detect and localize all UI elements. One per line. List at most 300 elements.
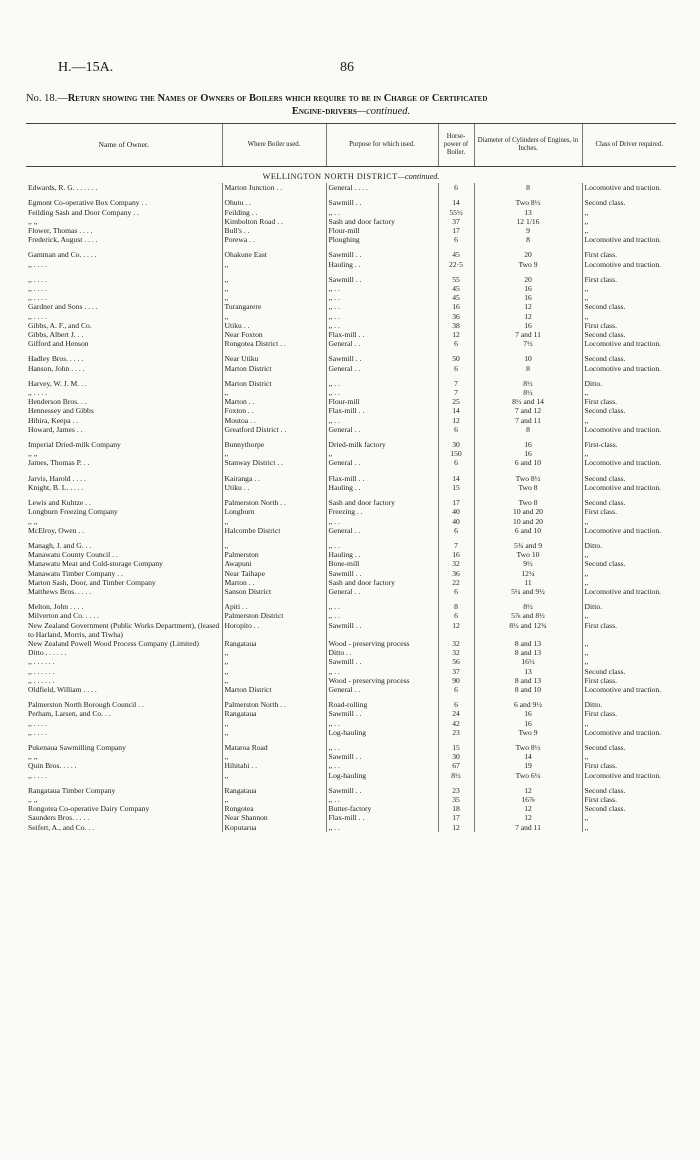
table-row xyxy=(26,823,676,832)
purpose-cell: ,, . . xyxy=(326,302,438,311)
diameter-cell: 8½ and 14 xyxy=(474,397,582,406)
purpose-cell: General . . xyxy=(326,458,438,467)
table-row xyxy=(26,354,676,363)
owner-cell: ,, . . . . . . xyxy=(28,666,55,676)
class-cell: ,, xyxy=(582,648,676,657)
purpose-cell: ,, xyxy=(326,449,438,458)
where-cell: Kimbolton Road . . xyxy=(222,217,326,226)
diameter-cell: Two 10 xyxy=(474,550,582,559)
class-cell: Second class. xyxy=(582,198,676,207)
owner-cell: Jarvis, Harold . . . . xyxy=(28,473,86,483)
class-cell: ,, xyxy=(582,449,676,458)
class-cell: Locomotive and traction. xyxy=(582,260,676,269)
purpose-cell: Hauling . . xyxy=(326,260,438,269)
purpose-cell: Sawmill . . xyxy=(326,250,438,259)
owner-cell: ,, . . . . xyxy=(28,718,47,728)
diameter-cell: 12 xyxy=(474,804,582,813)
owner-cell: Feilding Sash and Door Company . . xyxy=(28,207,139,217)
diameter-cell: 8 xyxy=(474,364,582,373)
where-cell: Palmerston xyxy=(222,550,326,559)
purpose-cell: Log-hauling xyxy=(326,728,438,737)
horse-power-cell: 6 xyxy=(438,339,474,348)
purpose-cell: Sawmill . . xyxy=(326,752,438,761)
diameter-cell: 12 xyxy=(474,312,582,321)
owner-cell: ,, . . . . xyxy=(28,770,47,780)
table-row xyxy=(26,330,676,339)
horse-power-cell: 24 xyxy=(438,709,474,718)
owner-cell: Gardner and Sons . . . . xyxy=(28,302,98,312)
table-row xyxy=(26,541,676,550)
purpose-cell: Flax-mill . . xyxy=(326,474,438,483)
diameter-cell: 9 xyxy=(474,226,582,235)
class-cell: Second class. xyxy=(582,354,676,363)
purpose-cell: ,, . . xyxy=(326,602,438,611)
horse-power-cell: 16 xyxy=(438,302,474,311)
table-row xyxy=(26,339,676,348)
owner-cell: Frederick, August . . . . xyxy=(28,235,98,245)
table-row xyxy=(26,483,676,492)
diameter-cell: 16⅞ xyxy=(474,795,582,804)
district-heading xyxy=(26,167,676,184)
diameter-cell: 12¼ xyxy=(474,569,582,578)
class-cell: Second class. xyxy=(582,743,676,752)
owner-cell: Flower, Thomas . . . . xyxy=(28,226,93,236)
class-cell: ,, xyxy=(582,550,676,559)
owner-cell: Gamman and Co. . . . . xyxy=(28,250,97,260)
table-row xyxy=(26,449,676,458)
table-row xyxy=(26,379,676,388)
table-row xyxy=(26,284,676,293)
where-cell: Bull's . . xyxy=(222,226,326,235)
col-header-horse-power: Horse-power of Boiler. xyxy=(438,124,474,167)
diameter-cell: Two 8½ xyxy=(474,198,582,207)
purpose-cell: Sash and door factory xyxy=(326,498,438,507)
purpose-cell: ,, . . xyxy=(326,795,438,804)
table-title xyxy=(26,92,676,118)
class-cell: First class. xyxy=(582,397,676,406)
horse-power-cell: 6 xyxy=(438,235,474,244)
table-body xyxy=(26,167,676,832)
owner-cell: ,, . . . . xyxy=(28,259,47,269)
table-row xyxy=(26,397,676,406)
table-header-row xyxy=(26,124,676,167)
horse-power-cell: 16 xyxy=(438,550,474,559)
owner-cell: Rongotea Co-operative Dairy Company xyxy=(28,804,150,814)
horse-power-cell: 6 xyxy=(438,458,474,467)
diameter-cell: 7 and 11 xyxy=(474,823,582,832)
boiler-owners-table xyxy=(26,123,676,832)
class-cell: Locomotive and traction. xyxy=(582,235,676,244)
where-cell: Turangarere xyxy=(222,302,326,311)
diameter-cell: 8 xyxy=(474,183,582,192)
owner-cell: Knight, B. L. . . . . xyxy=(28,482,84,492)
purpose-cell: Sawmill . . xyxy=(326,198,438,207)
purpose-cell: Sawmill . . xyxy=(326,621,438,639)
horse-power-cell: 38 xyxy=(438,321,474,330)
diameter-cell: 16 xyxy=(474,293,582,302)
diameter-cell: 10 and 20 xyxy=(474,507,582,516)
owner-cell: Lewis and Kuhtze . . xyxy=(28,498,91,508)
horse-power-cell: 12 xyxy=(438,621,474,639)
owner-cell: James, Thomas P. . . xyxy=(28,458,90,468)
class-cell: Second class. xyxy=(582,406,676,415)
table-row xyxy=(26,569,676,578)
diameter-cell: 8½ xyxy=(474,379,582,388)
table-row xyxy=(26,388,676,397)
horse-power-cell: 23 xyxy=(438,728,474,737)
where-cell: Near Shannon xyxy=(222,813,326,822)
diameter-cell: Two 8½ xyxy=(474,743,582,752)
horse-power-cell: 17 xyxy=(438,498,474,507)
horse-power-cell: 40 xyxy=(438,517,474,526)
table-row xyxy=(26,676,676,685)
where-cell: Porewa . . xyxy=(222,235,326,244)
diameter-cell: 8 and 13 xyxy=(474,676,582,685)
class-cell: First class. xyxy=(582,507,676,516)
class-cell: ,, xyxy=(582,226,676,235)
owner-cell: Quin Bros. . . . . xyxy=(28,761,77,771)
where-cell: Halcombe District xyxy=(222,526,326,535)
class-cell: First class. xyxy=(582,275,676,284)
table-row xyxy=(26,302,676,311)
class-cell: ,, xyxy=(582,639,676,648)
diameter-cell: 10 and 20 xyxy=(474,517,582,526)
owner-cell: New Zealand Government (Public Works Department), (leased to Harland, Morris, and Tiwha) xyxy=(28,620,220,639)
diameter-cell: 7½ xyxy=(474,339,582,348)
purpose-cell: Sawmill . . xyxy=(326,786,438,795)
class-cell: ,, xyxy=(582,611,676,620)
where-cell: Ohakune East xyxy=(222,250,326,259)
table-row xyxy=(26,406,676,415)
table-row xyxy=(26,795,676,804)
where-cell: ,, xyxy=(222,676,326,685)
table-row xyxy=(26,771,676,780)
col-header-class: Class of Driver required. xyxy=(582,124,676,167)
diameter-cell: Two 9 xyxy=(474,728,582,737)
where-cell: ,, xyxy=(222,719,326,728)
table-row xyxy=(26,364,676,373)
where-cell: Near Taihape xyxy=(222,569,326,578)
table-row xyxy=(26,648,676,657)
purpose-cell: Sash and door factory xyxy=(326,217,438,226)
owner-cell: Hadley Bros. . . . . xyxy=(28,354,84,364)
horse-power-cell: 32 xyxy=(438,639,474,648)
purpose-cell: ,, . . xyxy=(326,284,438,293)
owner-cell: ,, . . . . xyxy=(28,284,47,294)
class-cell: ,, xyxy=(582,752,676,761)
where-cell: Feilding . . xyxy=(222,208,326,217)
where-cell: Longburn xyxy=(222,507,326,516)
horse-power-cell: 6 xyxy=(438,364,474,373)
horse-power-cell: 6 xyxy=(438,526,474,535)
diameter-cell: 5¼ and 9½ xyxy=(474,587,582,596)
title-number: No. 18.— xyxy=(26,93,68,104)
class-cell: ,, xyxy=(582,208,676,217)
owner-cell: Manawatu Meat and Cold-storage Company xyxy=(28,559,163,569)
horse-power-cell: 30 xyxy=(438,440,474,449)
purpose-cell: ,, . . xyxy=(326,823,438,832)
purpose-cell: Dried-milk factory xyxy=(326,440,438,449)
class-cell: First class. xyxy=(582,621,676,639)
where-cell: Marton . . xyxy=(222,397,326,406)
diameter-cell: 12 xyxy=(474,813,582,822)
owner-cell: Oldfield, William . . . . xyxy=(28,684,97,694)
table-row xyxy=(26,667,676,676)
where-cell: Marton District xyxy=(222,364,326,373)
purpose-cell: Freezing . . xyxy=(326,507,438,516)
purpose-cell: Sash and door factory xyxy=(326,578,438,587)
class-cell: Locomotive and traction. xyxy=(582,526,676,535)
table-row xyxy=(26,786,676,795)
horse-power-cell: 6 xyxy=(438,700,474,709)
diameter-cell: 5⅞ and 8½ xyxy=(474,611,582,620)
where-cell: ,, xyxy=(222,284,326,293)
class-cell: First class. xyxy=(582,709,676,718)
class-cell: ,, xyxy=(582,312,676,321)
table-row xyxy=(26,321,676,330)
horse-power-cell: 15 xyxy=(438,743,474,752)
owner-cell: Managh, J. and G. . . xyxy=(28,540,92,550)
purpose-cell: ,, . . xyxy=(326,416,438,425)
purpose-cell: Sawmill . . xyxy=(326,709,438,718)
class-cell: Locomotive and traction. xyxy=(582,364,676,373)
diameter-cell: 16 xyxy=(474,449,582,458)
table-row xyxy=(26,639,676,648)
horse-power-cell: 22·5 xyxy=(438,260,474,269)
table-row xyxy=(26,761,676,770)
diameter-cell: 6 and 9½ xyxy=(474,700,582,709)
diameter-cell: 5¾ and 9 xyxy=(474,541,582,550)
owner-cell: Imperial Dried-milk Company xyxy=(28,440,121,450)
purpose-cell: Hauling . . xyxy=(326,483,438,492)
diameter-cell: 16 xyxy=(474,440,582,449)
where-cell: ,, xyxy=(222,667,326,676)
owner-cell: Edwards, R. G. . . . . . . xyxy=(28,183,98,193)
class-cell: Locomotive and traction. xyxy=(582,587,676,596)
diameter-cell: 20 xyxy=(474,275,582,284)
class-cell: Ditto. xyxy=(582,379,676,388)
title-caption-continued: Engine-drivers xyxy=(291,106,357,117)
owner-cell: Pukenaua Sawmilling Company xyxy=(28,742,126,752)
where-cell: ,, xyxy=(222,728,326,737)
owner-cell: ,, ,, xyxy=(28,794,38,804)
class-cell: ,, xyxy=(582,517,676,526)
purpose-cell: ,, . . xyxy=(326,388,438,397)
horse-power-cell: 7 xyxy=(438,388,474,397)
horse-power-cell: 37 xyxy=(438,667,474,676)
diameter-cell: 7 and 12 xyxy=(474,406,582,415)
purpose-cell: ,, . . xyxy=(326,743,438,752)
purpose-cell: General . . . . xyxy=(326,183,438,192)
purpose-cell: General . . xyxy=(326,526,438,535)
owner-cell: Saunders Bros. . . . . xyxy=(28,813,90,823)
table-row xyxy=(26,260,676,269)
table-row xyxy=(26,474,676,483)
where-cell: Greatford District . . xyxy=(222,425,326,434)
purpose-cell: ,, . . xyxy=(326,293,438,302)
horse-power-cell: 35 xyxy=(438,795,474,804)
diameter-cell: 8 and 10 xyxy=(474,685,582,694)
purpose-cell: Ditto . . xyxy=(326,648,438,657)
title-continued: —continued. xyxy=(356,106,411,117)
table-row xyxy=(26,250,676,259)
horse-power-cell: 6 xyxy=(438,425,474,434)
horse-power-cell: 36 xyxy=(438,312,474,321)
class-cell: ,, xyxy=(582,569,676,578)
purpose-cell: Bone-mill xyxy=(326,559,438,568)
table-row xyxy=(26,621,676,639)
class-cell: Second class. xyxy=(582,559,676,568)
horse-power-cell: 17 xyxy=(438,226,474,235)
table-row xyxy=(26,458,676,467)
where-cell: ,, xyxy=(222,275,326,284)
where-cell: ,, xyxy=(222,541,326,550)
class-cell: Ditto. xyxy=(582,602,676,611)
horse-power-cell: 56 xyxy=(438,657,474,666)
owner-cell: ,, ,, xyxy=(28,752,38,762)
diameter-cell: 16½ xyxy=(474,657,582,666)
owner-cell: Matthews Bros. . . . . xyxy=(28,586,92,596)
district-name: WELLINGTON NORTH DISTRICT xyxy=(262,172,398,181)
where-cell: Rongotea xyxy=(222,804,326,813)
class-cell: First-class. xyxy=(582,440,676,449)
diameter-cell: 7 and 11 xyxy=(474,330,582,339)
horse-power-cell: 42 xyxy=(438,719,474,728)
owner-cell: Palmerston North Borough Council . . xyxy=(28,700,144,710)
where-cell: Palmerston North . . xyxy=(222,498,326,507)
class-cell: ,, xyxy=(582,293,676,302)
table-row xyxy=(26,425,676,434)
table-row xyxy=(26,804,676,813)
purpose-cell: General . . xyxy=(326,339,438,348)
table-row xyxy=(26,275,676,284)
horse-power-cell: 55½ xyxy=(438,208,474,217)
horse-power-cell: 14 xyxy=(438,406,474,415)
purpose-cell: Wood - preserving process xyxy=(326,639,438,648)
class-cell: Ditto. xyxy=(582,700,676,709)
horse-power-cell: 32 xyxy=(438,559,474,568)
where-cell: Marton District xyxy=(222,379,326,388)
where-cell: Marton Junction . . xyxy=(222,183,326,192)
purpose-cell: Flour-mill xyxy=(326,226,438,235)
table-row xyxy=(26,208,676,217)
table-row xyxy=(26,416,676,425)
where-cell: Rongotea District . . xyxy=(222,339,326,348)
where-cell: Apiti . . xyxy=(222,602,326,611)
diameter-cell: 8½ xyxy=(474,388,582,397)
table-row xyxy=(26,752,676,761)
class-cell: First class. xyxy=(582,250,676,259)
table-row xyxy=(26,498,676,507)
horse-power-cell: 18 xyxy=(438,804,474,813)
table-row xyxy=(26,587,676,596)
class-cell: Second class. xyxy=(582,667,676,676)
class-cell: Locomotive and traction. xyxy=(582,685,676,694)
diameter-cell: Two 8 xyxy=(474,483,582,492)
owner-cell: ,, ,, xyxy=(28,216,38,226)
where-cell: Horopito . . xyxy=(222,621,326,639)
where-cell: ,, xyxy=(222,648,326,657)
class-cell: Second class. xyxy=(582,302,676,311)
owner-cell: Perham, Larsen, and Co. . . xyxy=(28,709,111,719)
owner-cell: Egmont Co-operative Box Company . . xyxy=(28,198,148,208)
horse-power-cell: 15 xyxy=(438,483,474,492)
class-cell: Second class. xyxy=(582,786,676,795)
owner-cell: Howard, James . . xyxy=(28,424,83,434)
diameter-cell: Two 8½ xyxy=(474,474,582,483)
table-row xyxy=(26,709,676,718)
horse-power-cell: 45 xyxy=(438,250,474,259)
owner-cell: Seifert, A., and Co. . . xyxy=(28,822,95,832)
owner-cell: ,, ,, xyxy=(28,516,38,526)
owner-cell: ,, . . . . xyxy=(28,274,47,284)
where-cell: Palmerston District xyxy=(222,611,326,620)
diameter-cell: 12 xyxy=(474,786,582,795)
class-cell: ,, xyxy=(582,416,676,425)
purpose-cell: Flax-mill . . xyxy=(326,330,438,339)
where-cell: Koputarua xyxy=(222,823,326,832)
owner-cell: New Zealand Powell Wood Process Company (Limited) xyxy=(28,638,199,648)
where-cell: Bunnythorpe xyxy=(222,440,326,449)
diameter-cell: 13 xyxy=(474,667,582,676)
horse-power-cell: 40 xyxy=(438,507,474,516)
where-cell: ,, xyxy=(222,752,326,761)
table-row xyxy=(26,602,676,611)
horse-power-cell: 12 xyxy=(438,416,474,425)
table-row xyxy=(26,198,676,207)
table-row xyxy=(26,611,676,620)
owner-cell: Gibbs, A. F., and Co. xyxy=(28,320,92,330)
where-cell: ,, xyxy=(222,657,326,666)
diameter-cell: 11 xyxy=(474,578,582,587)
owner-cell: Manawatu County Council . . xyxy=(28,550,118,560)
where-cell: Stanway District . . xyxy=(222,458,326,467)
class-cell: Locomotive and traction. xyxy=(582,771,676,780)
diameter-cell: Two 8 xyxy=(474,498,582,507)
horse-power-cell: 6 xyxy=(438,183,474,192)
owner-cell: Hanson, John . . . . xyxy=(28,363,85,373)
purpose-cell: ,, . . xyxy=(326,312,438,321)
table-row xyxy=(26,217,676,226)
where-cell: Awapuni xyxy=(222,559,326,568)
horse-power-cell: 45 xyxy=(438,293,474,302)
owner-cell: Milverton and Co. . . . . xyxy=(28,611,100,621)
horse-power-cell: 67 xyxy=(438,761,474,770)
horse-power-cell: 14 xyxy=(438,474,474,483)
owner-cell: Rangataua Timber Company xyxy=(28,785,116,795)
purpose-cell: Butter-factory xyxy=(326,804,438,813)
purpose-cell: General . . xyxy=(326,587,438,596)
diameter-cell: 12 1/16 xyxy=(474,217,582,226)
where-cell: Sanson District xyxy=(222,587,326,596)
purpose-cell: Flour-mill xyxy=(326,397,438,406)
horse-power-cell: 14 xyxy=(438,198,474,207)
diameter-cell: 6 and 10 xyxy=(474,458,582,467)
class-cell: ,, xyxy=(582,284,676,293)
diameter-cell: Two 9 xyxy=(474,260,582,269)
diameter-cell: 8½ xyxy=(474,602,582,611)
diameter-cell: 9½ xyxy=(474,559,582,568)
horse-power-cell: 36 xyxy=(438,569,474,578)
where-cell: Hihitahi . . xyxy=(222,761,326,770)
horse-power-cell: 8½ xyxy=(438,771,474,780)
purpose-cell: Sawmill . . xyxy=(326,354,438,363)
owner-cell: ,, . . . . xyxy=(28,311,47,321)
owner-cell: Hennessey and Gibbs xyxy=(28,406,94,416)
owner-cell: Gifford and Henson xyxy=(28,339,89,349)
table-row xyxy=(26,526,676,535)
title-caption: Return showing the Names of Owners of Boilers which require to be in Charge of Certificated xyxy=(67,93,488,104)
